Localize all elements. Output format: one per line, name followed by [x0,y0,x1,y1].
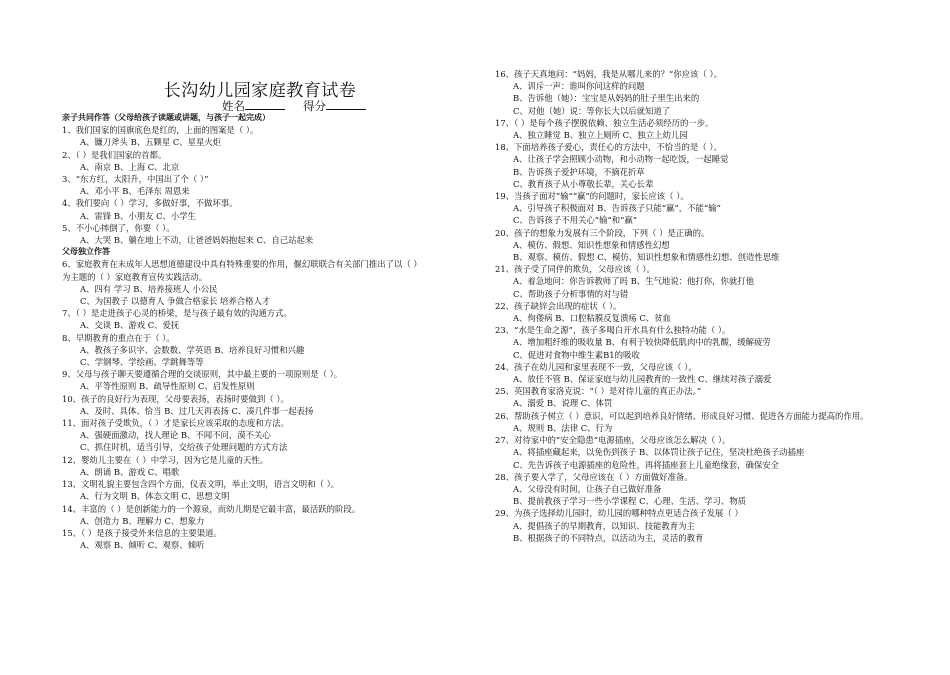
answer-options: A、放任不管 B、保证家庭与幼儿园教育的一致性 C、继续对孩子溺爱 [513,374,772,385]
left-column [62,112,460,551]
question-text: 5、不小心摔倒了，你要（ ）。 [62,222,175,233]
answer-options: A、佝偻病 B、口腔粘膜反复溃疡 C、贫血 [513,313,671,324]
answer-options: C、为国教子 以德育人 争做合格家长 培养合格人才 [80,296,271,307]
question-text: 9、父母与孩子聊天要遵循合理的交谈原则，其中最主要的一项原则是（ ）。 [62,369,343,380]
question-text: 18、下面培养孩子爱心，责任心的方法中，不恰当的是（ ）。 [495,142,722,153]
answer-options: A、大哭 B、躺在地上不动，让爸爸妈妈抱起来 C、自己站起来 [80,235,314,246]
question-text: 16、孩子天真地问：“妈妈，我是从哪儿来的？”你应该（ ）。 [495,69,723,79]
question-text: 28、孩子要入学了，父母应该在（ ）方面做好准备。 [495,471,693,482]
answer-options: A、行为文明 B、体态文明 C、思想文明 [80,491,230,502]
question-text: 6、家庭教育在未成年人思想道德建设中具有特殊重要的作用，偃幻联联合有关部门推出了以（ ） [62,259,422,270]
answer-options: A、镰刀斧头 B、五颗星 C、星星火炬 [80,137,222,148]
question-text: 为主题的（ ）家庭教育宣传实践活动。 [62,271,208,282]
question-text: 7、（ ）是走进孩子心灵的桥梁，是与孩子最有效的沟通方式。 [62,308,292,319]
question-text: 15、（ ）是孩子接受外来信息的主要渠道。 [62,527,222,538]
answer-options: A、创造力 B、理解力 C、想象力 [80,515,205,526]
answer-options: A、引导孩子积极面对 B、告诉孩子只能“赢”，不能“输” [513,203,721,214]
question-text: 8、早期教育的重点在于（ ）。 [62,332,175,343]
answer-options: A、教孩子多识字、会数数、学英语 B、培养良好习惯和兴趣 [80,344,305,355]
section-heading: 父母独立作答 [62,247,110,257]
question-text: 4、我们要向（ ）学习，多做好事，不做坏事。 [62,198,238,209]
answer-options: C、抓住时机，适当引导，交给孩子处理问题的方式方法 [80,442,288,453]
answer-options: A、增加粗纤维的吸收量 B、有利于较快降低肌肉中的乳酸，缓解疲劳 [513,337,771,348]
answer-options: B、观察、模仿、假想 C、模仿、知识性想象和情感性幻想、创造性思维 [513,252,780,263]
answer-options: C、学钢琴、学绘画、学跳舞等等 [80,357,204,368]
answer-options: C、教育孩子从小尊敬长辈，关心长辈 [513,178,654,189]
question-text: 26、帮助孩子树立（ ）意识，可以起到培养良好情绪、形成良好习惯、促进各方面能力提高的作用。 [495,410,869,421]
question-text: 24、孩子在幼儿园和家里表现不一致，父母应该（ ）。 [495,361,697,372]
question-text: 27、对待家中的“安全隐患”电源插座，父母应该怎么解决（ ）。 [495,435,731,446]
answer-options: A、邓小平 B、毛泽东 周恩来 [80,186,190,197]
answer-options: C、促进对食物中维生素B1的吸收 [513,349,640,360]
question-text: 1、我们国家的国旗底色是红的，上面的图案是（ ）。 [62,125,259,136]
question-text: 3、“东方红，太阳升，中国出了个（ ）” [62,174,209,185]
question-text: 29、为孩子选择幼儿园时，幼儿园的哪种特点更适合孩子发展（ ） [495,508,743,519]
answer-options: A、让孩子学会照顾小动物，和小动物一起吃饭，一起睡觉 [513,154,729,165]
answer-options: A、父母没有时间，让孩子自己做好准备 [513,483,662,494]
answer-options: C、告诉孩子不用关心“输”和“赢” [513,215,638,226]
answer-options: C、帮助孩子分析事情的对与错 [513,288,629,299]
question-text: 22、孩子缺锌会出现的症状（ ）。 [495,300,622,311]
answer-options: A、强硬面激动，找人理论 B、不闻不问，漠不关心 [80,430,271,441]
answer-options: A、提倡孩子的早期教育，以知识、技能教育为主 [513,520,695,531]
answer-options: A、着急地问：你告诉教师了吗 B、生气地说：他打你，你就打他 [513,276,754,287]
question-text: 19、当孩子面对“输”“赢”的问题时，家长应该（ ）。 [495,191,689,202]
answer-options: A、平等性原则 B、疏导性原则 C、启发性原则 [80,381,255,392]
score-label: 得分 [303,99,326,113]
answer-options: A、溺爱 B、说理 C、体罚 [513,398,613,409]
question-text: 25、英国教育家洛克说：“（ ）是对待儿童的真正办法。” [495,386,702,397]
answer-options: A、雷锋 B、小朋友 C、小学生 [80,210,197,221]
question-text: 14、丰富的（ ）是创新能力的一个源泉，而幼儿期是它最丰富，最活跃的阶段。 [62,503,361,514]
question-text: 13、文明礼貌主要包含四个方面，仪表文明，举止文明，语言文明和（ ）。 [62,479,340,490]
answer-options: B、提前教孩子学习一些小学课程 C、心理、生活、学习、物质 [513,496,746,507]
question-text: 2、（ ）是我们国家的首都。 [62,149,167,160]
answer-options: A、及时、具体、恰当 B、过几天再表扬 C、凑几件事一起表扬 [80,405,314,416]
question-text: 10、孩子的良好行为表现，父母要表扬，表扬时要做到（ ）。 [62,393,289,404]
answer-options: A、训斥一声：谁叫你问这样的问题 [513,81,645,92]
answer-options: B、告诉孩子爱护环境，不摘花折草 [513,166,645,177]
answer-options: C、先告诉孩子电源插座的危险性，再将插座套上儿童绝缘套，确保安全 [513,459,780,470]
question-text: 12、婴幼儿主要在（ ）中学习，因为它是儿童的天性。 [62,454,268,465]
page-title: 长沟幼儿园家庭教育试卷 [163,81,357,101]
answer-options: C、对他（她）说：等你长大以后就知道了 [513,105,671,116]
answer-options: A、南京 B、上海 C、北京 [80,161,180,172]
answer-options: B、根据孩子的不同特点，以活动为主，灵活的教育 [513,532,704,543]
question-text: 11、面对孩子受欺负，（ ）才是家长应该采取的态度和方法。 [62,418,289,429]
answer-options: A、规则 B、法律 C、行为 [513,422,613,433]
question-text: 23、“水是生命之源”，孩子多喝白开水具有什么独特功能（ ）。 [495,325,731,336]
answer-options: A、观察 B、倾听 C、观察、倾听 [80,540,205,551]
answer-options: A、朗诵 B、游戏 C、唱歌 [80,466,180,477]
section-heading: 亲子共同作答（父母给孩子读题或讲题，与孩子一起完成） [62,113,270,122]
right-column [495,68,895,544]
name-field[interactable] [245,98,285,110]
name-label: 姓名 [222,99,245,113]
answer-options: A、交谈 B、游戏 C、爱抚 [80,320,180,331]
question-text: 17、（ ）是每个孩子摆脱依赖、独立生活必须经历的一步。 [495,117,714,128]
score-field[interactable] [326,98,366,110]
answer-options: A、四有 学习 B、培养接班人 小公民 [80,283,218,294]
answer-options: A、独立睡觉 B、独立上厕所 C、独立上幼儿园 [513,130,688,141]
question-text: 21、孩子受了同伴的欺负，父母应该（ ）。 [495,264,655,275]
answer-options: A、模仿、假想、知识性想象和情感性幻想 [513,239,670,250]
answer-options: B、告诉他（她）：宝宝是从妈妈的肚子里生出来的 [513,93,700,104]
question-text: 20、孩子的想象力发展有三个阶段，下列（ ）是正确的。 [495,227,710,238]
answer-options: A、将插座藏起来，以免伤到孩子 B、以体罚让孩子记住，坚决杜绝孩子动插座 [513,447,805,458]
